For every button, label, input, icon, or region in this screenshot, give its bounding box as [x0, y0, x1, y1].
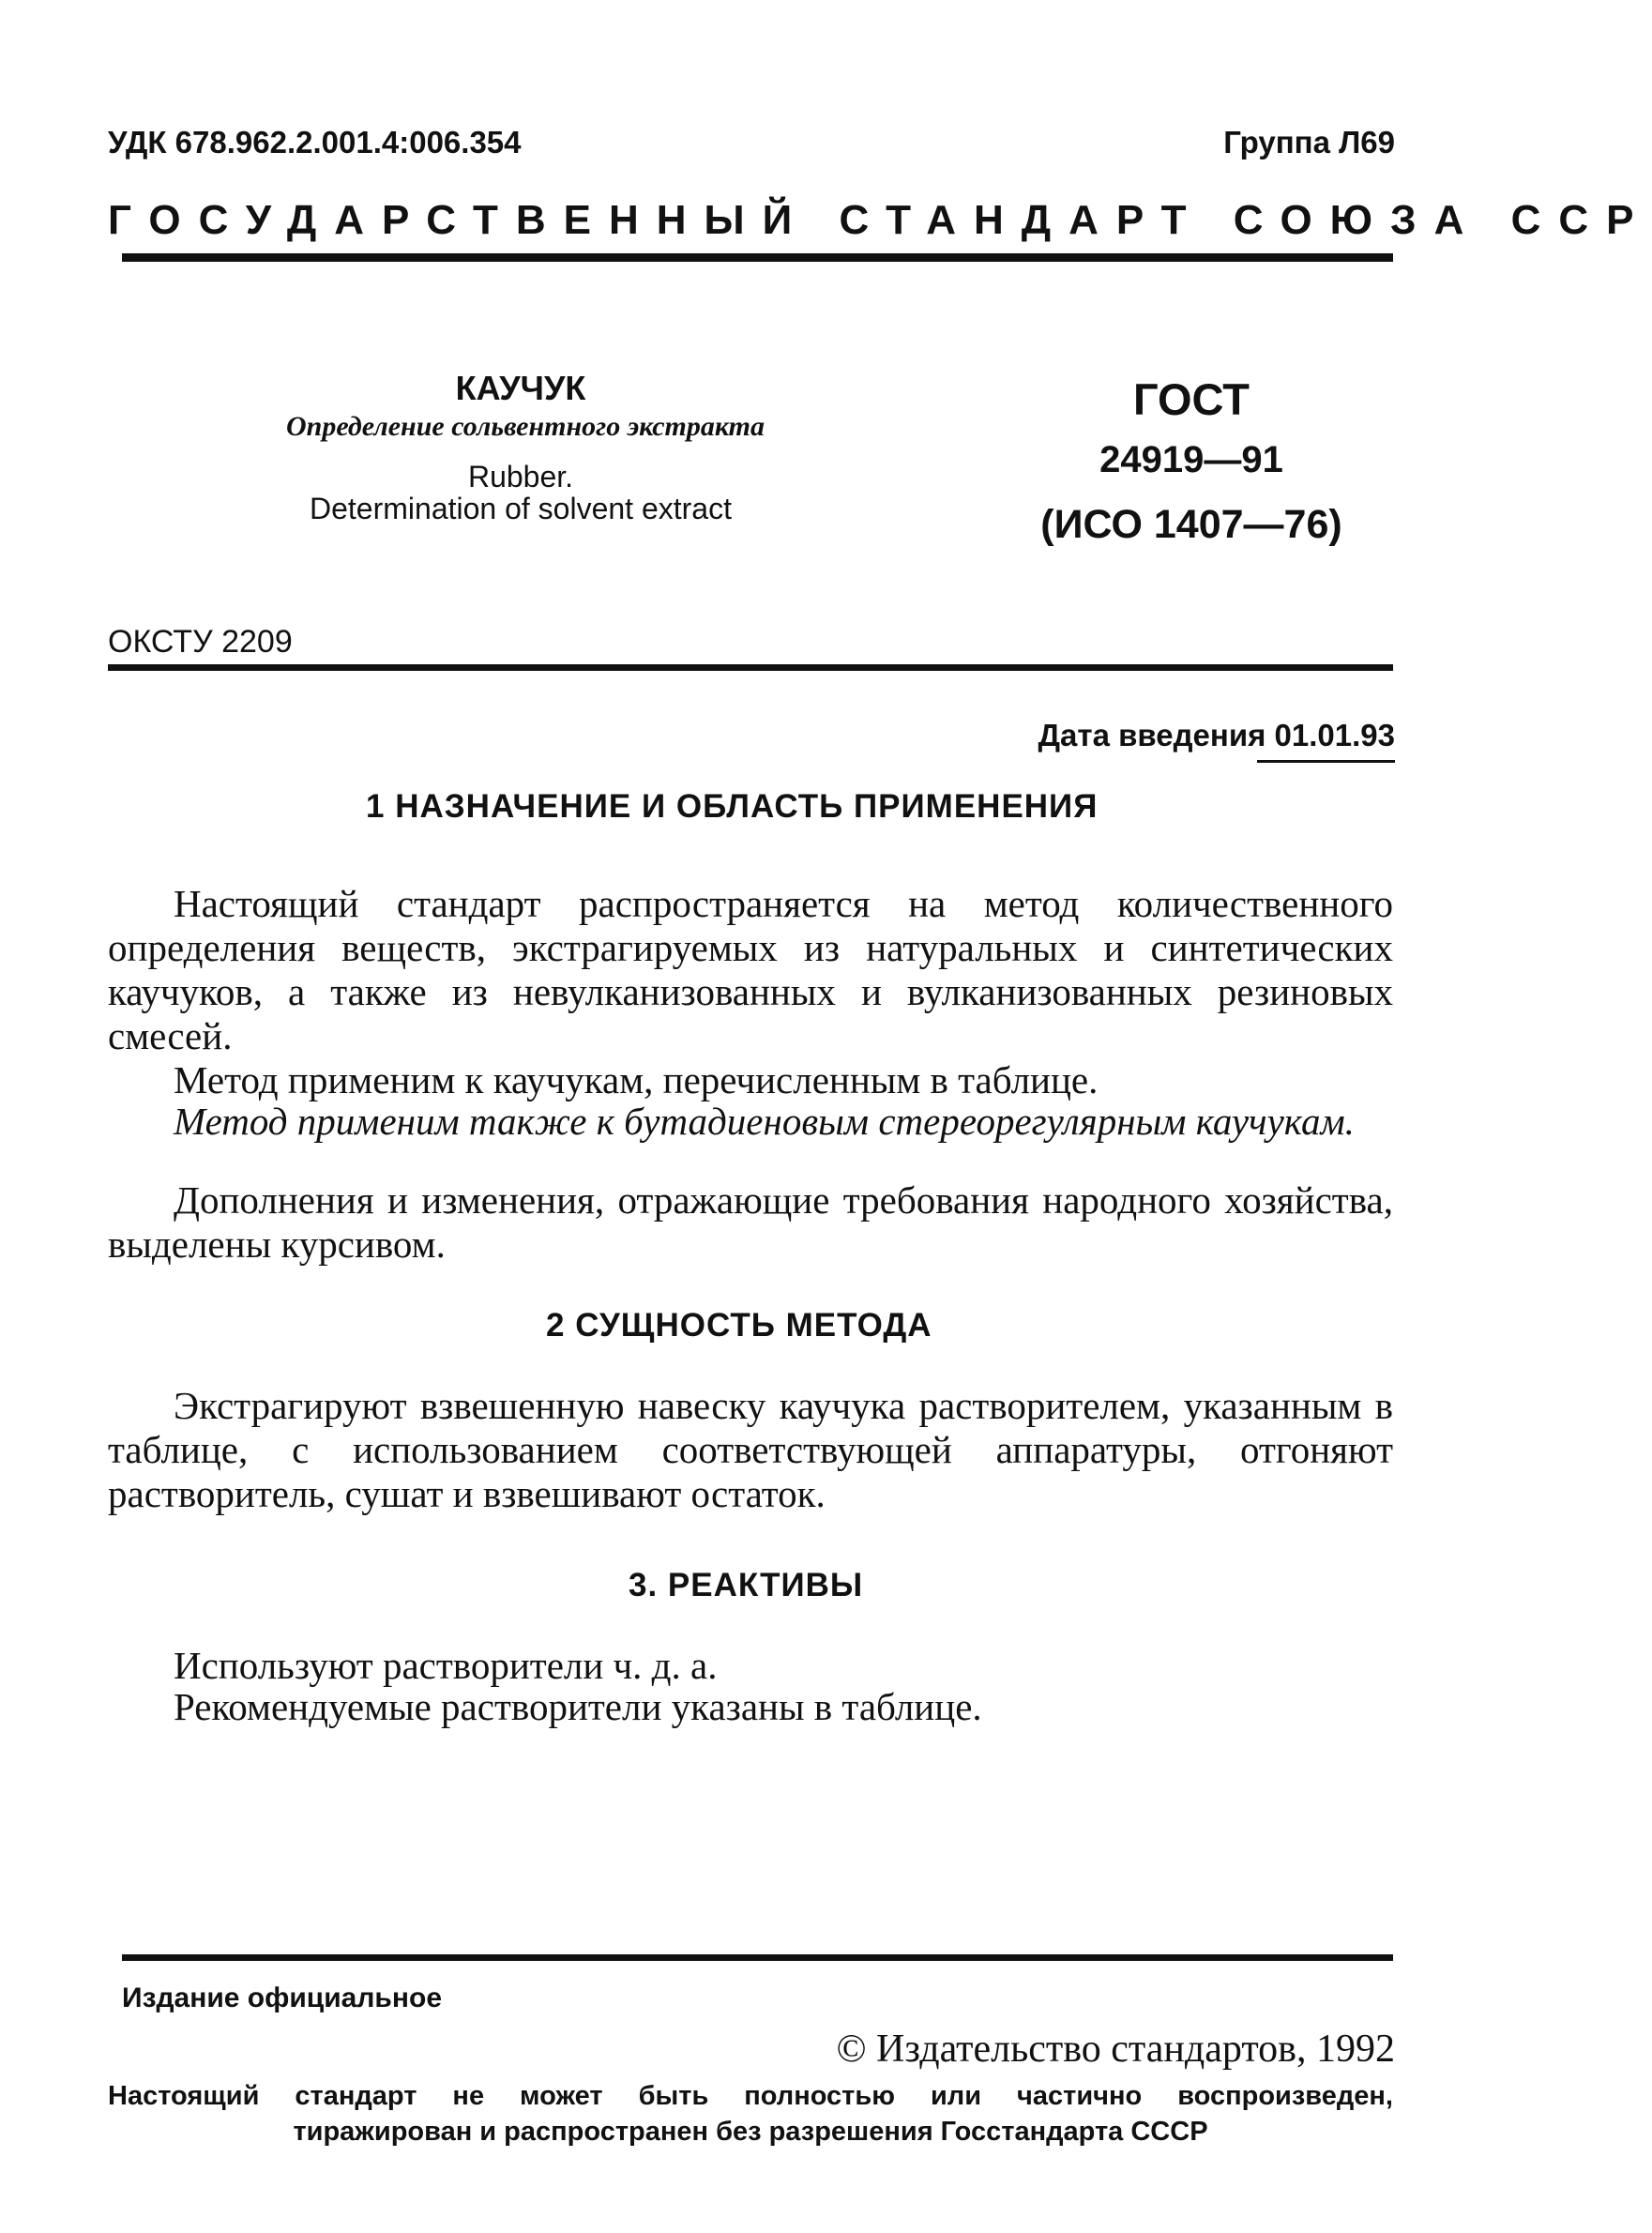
footer-rule — [122, 1954, 1393, 1961]
intro-date — [1038, 718, 1395, 753]
intro-date-underline — [1257, 760, 1395, 763]
iso-reference: (ИСО 1407—76) — [1040, 502, 1342, 547]
state-standard-heading: ГОСУДАРСТВЕННЫЙ СТАНДАРТ СОЮЗА ССР — [108, 197, 1652, 243]
intro-date-value: 01.01.93 — [1274, 718, 1395, 752]
gost-label: ГОСТ — [1132, 374, 1250, 424]
okstu-code: ОКСТУ 2209 — [108, 624, 293, 660]
section-1-paragraph-2: Метод применим к каучукам, перечисленным в таблице. — [174, 1058, 1099, 1101]
publisher-copyright — [837, 2027, 1395, 2072]
section-2-paragraph-1: Экстрагируют взвешенную навеску каучука растворителем, указанным в таблице, с использованием соответствующей аппаратуры, отгоняют растворитель, сушат и взвешивают остаток. — [108, 1384, 1393, 1515]
title-block-rule — [108, 664, 1393, 671]
section-2-heading: 2 СУЩНОСТЬ МЕТОДА — [546, 1307, 932, 1344]
official-edition: Издание официальное — [122, 1982, 443, 2013]
section-1-heading: 1 НАЗНАЧЕНИЕ И ОБЛАСТЬ ПРИМЕНЕНИЯ — [366, 788, 1099, 825]
title-ru: КАУЧУК — [455, 369, 586, 407]
section-3-paragraph-1: Используют растворители ч. д. а. — [174, 1644, 718, 1687]
copyright-icon: © — [836, 2028, 867, 2071]
section-3-heading: 3. РЕАКТИВЫ — [629, 1567, 864, 1603]
subtitle-ru: Определение сольвентного экстракта — [285, 411, 765, 442]
reproduction-notice-line-2: тиражирован и распространен без разрешения Госстандарта СССР — [293, 2117, 1208, 2147]
group-code: Группа Л69 — [1223, 125, 1395, 160]
title-en-line-1: Rubber. — [467, 460, 574, 494]
reproduction-notice-line-1: Настоящий стандарт не может быть полностью или частично воспроизведен, — [108, 2081, 1393, 2111]
section-1-paragraph-1: Настоящий стандарт распространяется на метод количественного определения веществ, экстрагируемых из натуральных и синтетических каучуков, а также из невулканизованных и вулканизованных резиновых смесей. — [108, 882, 1393, 1057]
header-rule — [122, 253, 1393, 262]
gost-number: 24919—91 — [1099, 439, 1283, 480]
publisher-line: Издательство стандартов, 1992 — [876, 2028, 1395, 2071]
section-1-paragraph-4: Дополнения и изменения, отражающие требования народного хозяйства, выделены курсивом. — [108, 1178, 1393, 1266]
udc-code: УДК 678.962.2.001.4:006.354 — [108, 125, 522, 160]
section-1-paragraph-3: Метод применим также к бутадиеновым стереорегулярным каучукам. — [174, 1100, 1355, 1143]
title-en-line-2: Determination of solvent extract — [310, 492, 732, 525]
section-3-paragraph-2: Рекомендуемые растворители указаны в таблице. — [174, 1685, 982, 1728]
intro-date-label: Дата введения — [1038, 718, 1266, 752]
